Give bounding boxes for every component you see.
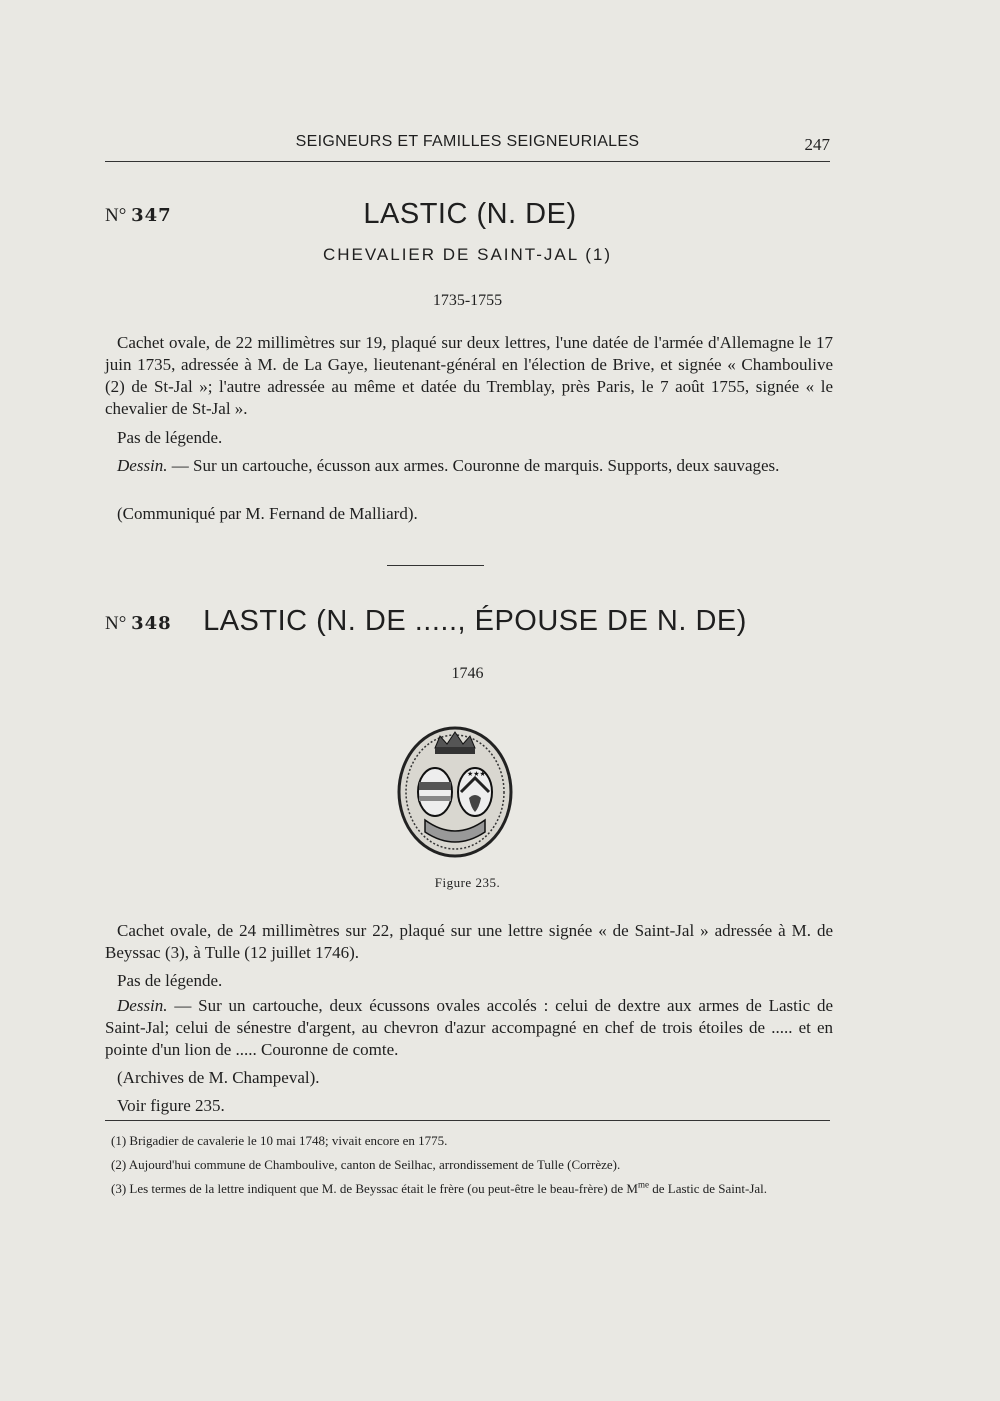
entry-number-prefix: N° [105,613,127,634]
page-number: 247 [804,135,830,154]
paragraph-legend-347: Pas de légende. [117,428,223,447]
section-divider [387,565,484,566]
footnote-2: (2) Aujourd'hui commune de Chamboulive, canton de Seilhac, arrondissement de Tulle (Corrèze). [111,1157,621,1172]
running-header [105,131,830,162]
paragraph-drawing-347 [105,455,833,477]
paragraph-source-347: (Communiqué par M. Fernand de Malliard). [117,504,418,523]
entry-number-348 [105,613,172,635]
paragraph-figure-ref-348: Voir figure 235. [117,1096,225,1115]
entry-number-347 [105,205,172,227]
paragraph-drawing-348 [105,995,833,1061]
entry-title-347: LASTIC (N. DE) [363,198,577,230]
drawing-text: — Sur un cartouche, écusson aux armes. Couronne de marquis. Supports, deux sauvages. [167,456,780,475]
entry-number-value: 348 [131,613,172,634]
running-title: SEIGNEURS ET FAMILLES SEIGNEURIALES [295,133,640,150]
entry-title-348: LASTIC (N. DE ....., ÉPOUSE DE N. DE) [203,605,747,637]
svg-text:★★★: ★★★ [467,770,486,778]
wax-seal-coat-of-arms-icon [395,720,515,860]
footnote-3-text-a: (3) Les termes de la lettre indiquent que M. de Beyssac était le frère (ou peut-être le beau-frère) de M [111,1181,638,1196]
drawing-text: — Sur un cartouche, deux écussons ovales accolés : celui de dextre aux armes de Lastic de Saint-Jal; celui de sénestre d'argent, au chevron d'azur accompagné en chef de trois étoiles de ..... et en pointe d'un lion de ..... Couronne de comte. [105,996,833,1059]
entry-dates-347: 1735-1755 [432,292,503,309]
paragraph-legend-348: Pas de légende. [117,971,223,990]
entry-number-prefix: N° [105,205,127,226]
paragraph-description-348: Cachet ovale, de 24 millimètres sur 22, plaqué sur une lettre signée « de Saint-Jal » adressée à M. de Beyssac (3), à Tulle (12 juillet 1746). [105,921,833,962]
entry-dates-348: 1746 [451,665,484,682]
footnote-3 [105,1180,835,1198]
drawing-label: Dessin. [117,456,168,475]
footnote-1: (1) Brigadier de cavalerie le 10 mai 1748; vivait encore en 1775. [111,1133,448,1148]
paragraph-source-348: (Archives de M. Champeval). [117,1068,320,1087]
footnote-3-text-b: de Lastic de Saint-Jal. [648,1181,768,1196]
entry-subtitle-347: CHEVALIER DE SAINT-JAL (1) [322,245,613,264]
drawing-label: Dessin. [117,996,168,1015]
paragraph-description-347: Cachet ovale, de 22 millimètres sur 19, plaqué sur deux lettres, l'une datée de l'armée d'Allemagne le 17 juin 1735, adressée à M. de La Gaye, lieutenant-général en l'élection de Brive, et signée « Chamboulive (2) de St-Jal »; l'autre adressée au même et datée du Tremblay, près Paris, le 7 août 1755, signée « le chevalier de St-Jal ». [105,333,833,418]
entry-number-value: 347 [131,205,172,226]
footnote-3-superscript: me [637,1179,649,1190]
footnote-rule [105,1120,830,1121]
figure-caption: Figure 235. [434,875,501,890]
